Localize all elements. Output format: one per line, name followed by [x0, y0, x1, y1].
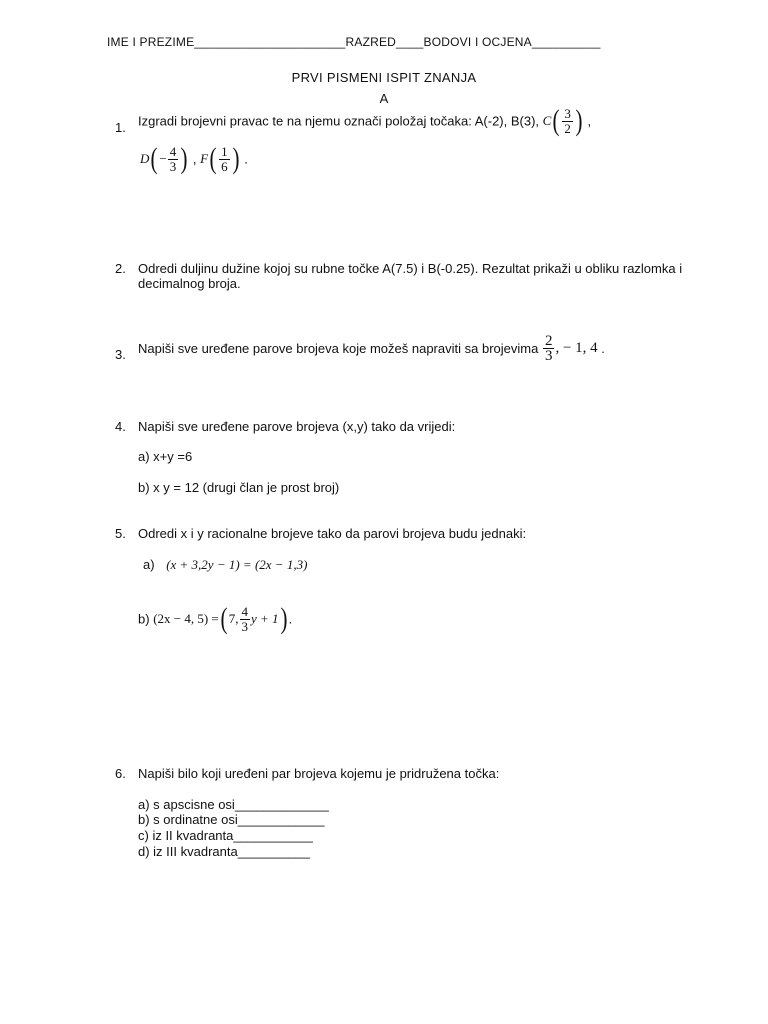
task-3-line: Napiši sve uređene parove brojeva koje možeš napraviti sa brojevima $\frac{2}{3}$ , − 1, 4 .: [138, 333, 605, 364]
task-1-text: Izgradi brojevni pravac te na njemu označi položaj točaka: A(-2), B(3),: [138, 113, 540, 129]
task-5-part-b: b) (2x − 4, 5) =( 7, $\frac{4}{3}$ y + 1) .: [138, 602, 293, 635]
task-6-item-b: b) s ordinatne osi____________: [138, 812, 325, 827]
task-3-numbers: , − 1, 4: [555, 340, 598, 356]
paren-open: (: [552, 104, 560, 137]
point-d-label: D: [140, 151, 150, 166]
task-5-b-label: b): [138, 611, 150, 627]
task-3-fraction: $\frac{2}{3}$: [544, 333, 553, 364]
task-5-b-left: (2x − 4, 5) =: [153, 611, 219, 626]
task-6-item-d: d) iz III kvadranta__________: [138, 844, 311, 859]
exam-title: PRVI PISMENI ISPIT ZNANJA: [291, 70, 477, 85]
task-1-line-2: D( − $\frac{4}{3}$ ) , F( $\frac{1}{6}$ ) .: [140, 142, 248, 175]
point-d-sign: −: [159, 151, 167, 166]
task-6-item-c: c) iz II kvadranta___________: [138, 828, 313, 843]
task-3-number: 3.: [115, 347, 126, 362]
task-5-a-equation: (x + 3,2y − 1) = (2x − 1,3): [166, 557, 308, 572]
task-5-a-label: a): [143, 557, 155, 572]
point-c-label: C: [542, 113, 552, 128]
task-1-line-1: Izgradi brojevni pravac te na njemu označi položaj točaka: A(-2), B(3), C( $\frac{3}{2}$ ) ,: [138, 104, 592, 137]
task-4-number: 4.: [115, 419, 126, 434]
task-6-text: Napiši bilo koji uređeni par brojeva kojemu je pridružena točka:: [138, 766, 500, 781]
task-6-number: 6.: [115, 766, 126, 781]
task-6-item-a: a) s apscisne osi_____________: [138, 797, 329, 812]
exam-variant: A: [379, 91, 389, 106]
point-f-fraction: $\frac{1}{6}$: [221, 143, 228, 174]
task-4-part-a: a) x+y =6: [138, 449, 193, 464]
task-4-text: Napiši sve uređene parove brojeva (x,y) tako da vrijedi:: [138, 419, 456, 434]
task-2-text: Odredi duljinu dužine kojoj su rubne točke A(7.5) i B(-0.25). Rezultat prikaži u obliku razlomka i decimalnog broja.: [138, 261, 683, 291]
task-1-number: 1.: [115, 120, 126, 135]
point-c-fraction: $\frac{3}{2}$: [564, 105, 571, 136]
task-3-text: Napiši sve uređene parove brojeva koje možeš napraviti sa brojevima: [138, 341, 539, 356]
paren-close: ): [575, 104, 583, 137]
point-d-fraction: $\frac{4}{3}$: [169, 143, 177, 174]
task-5-part-a: [143, 557, 307, 573]
task-4-part-b: b) x y = 12 (drugi član je prost broj): [138, 480, 340, 495]
student-info-header: IME I PREZIME______________________RAZRED____BODOVI I OCJENA__________: [107, 35, 601, 49]
task-5-text: Odredi x i y racionalne brojeve tako da parovi brojeva budu jednaki:: [138, 526, 527, 541]
point-f-label: F: [200, 151, 209, 166]
task-5-b-fraction: $\frac{4}{3}$: [241, 603, 249, 634]
task-2-number: 2.: [115, 261, 126, 276]
task-5-number: 5.: [115, 526, 126, 541]
